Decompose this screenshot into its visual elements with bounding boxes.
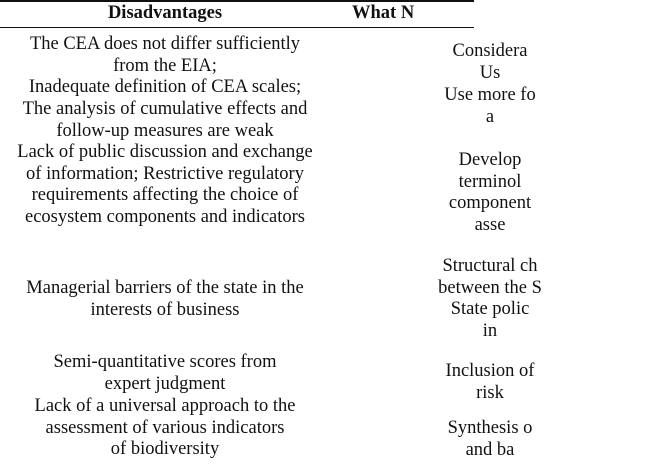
need-cell-2: [330, 85, 650, 128]
disadvantage-line: ecosystem components and indicators: [24, 206, 305, 227]
disadvantage-cell-3: [0, 99, 330, 142]
disadvantage-cell-4: [0, 142, 330, 228]
disadvantage-line: interests of business: [90, 299, 240, 320]
need-line: Develop: [458, 150, 522, 170]
disadvantage-line: of biodiversity: [110, 439, 220, 459]
disadvantage-line: requirements affecting the choice of: [31, 185, 299, 205]
disadvantage-line: Inadequate definition of CEA scales;: [28, 77, 302, 97]
disadvantage-line: follow-up measures are weak: [56, 120, 274, 141]
header-what-needs: What N: [352, 3, 415, 23]
disadvantage-line: Managerial barriers of the state in the: [26, 278, 304, 298]
disadvantage-line: from the EIA;: [113, 55, 217, 76]
need-cell-5: [330, 361, 650, 404]
need-line: State polic: [450, 299, 530, 319]
disadvantage-cell-1: [0, 34, 330, 77]
need-line: risk: [476, 382, 504, 403]
need-line: Synthesis o: [447, 418, 533, 438]
disadvantage-line: of information; Restrictive regulatory: [26, 163, 304, 184]
disadvantage-line: assessment of various indicators: [45, 417, 285, 438]
need-line: terminol: [458, 171, 522, 192]
disadvantage-line: Lack of public discussion and exchange: [17, 142, 313, 162]
need-cell-4: [330, 256, 650, 342]
need-cell-6: [330, 418, 650, 461]
need-line: in: [482, 320, 498, 341]
need-line: a: [485, 106, 495, 127]
need-line: Structural ch: [442, 256, 538, 276]
disadvantage-cell-7: [0, 396, 330, 461]
disadvantage-line: Lack of a universal approach to the: [34, 396, 296, 416]
need-cell-1: [330, 41, 650, 84]
need-cell-3: [330, 150, 650, 236]
disadvantage-cell-2: [0, 77, 330, 99]
disadvantage-line: expert judgment: [104, 373, 226, 394]
table-header-rule: [0, 27, 474, 28]
disadvantage-line: The CEA does not differ sufficiently: [29, 34, 301, 54]
disadvantage-line: Semi-quantitative scores from: [53, 352, 277, 372]
need-line: Inclusion of: [445, 361, 535, 381]
need-line: between the S: [438, 277, 542, 298]
need-line: asse: [474, 214, 506, 235]
need-line: Use more fo: [444, 85, 536, 105]
header-disadvantages: Disadvantages: [107, 3, 223, 23]
disadvantage-cell-5: [0, 278, 330, 321]
disadvantage-cell-6: [0, 352, 330, 395]
need-line: Us: [479, 62, 501, 83]
need-line: Considera: [452, 41, 528, 61]
need-line: and ba: [465, 439, 515, 460]
disadvantage-line: The analysis of cumulative effects and: [22, 99, 308, 119]
need-line: component: [448, 193, 532, 213]
